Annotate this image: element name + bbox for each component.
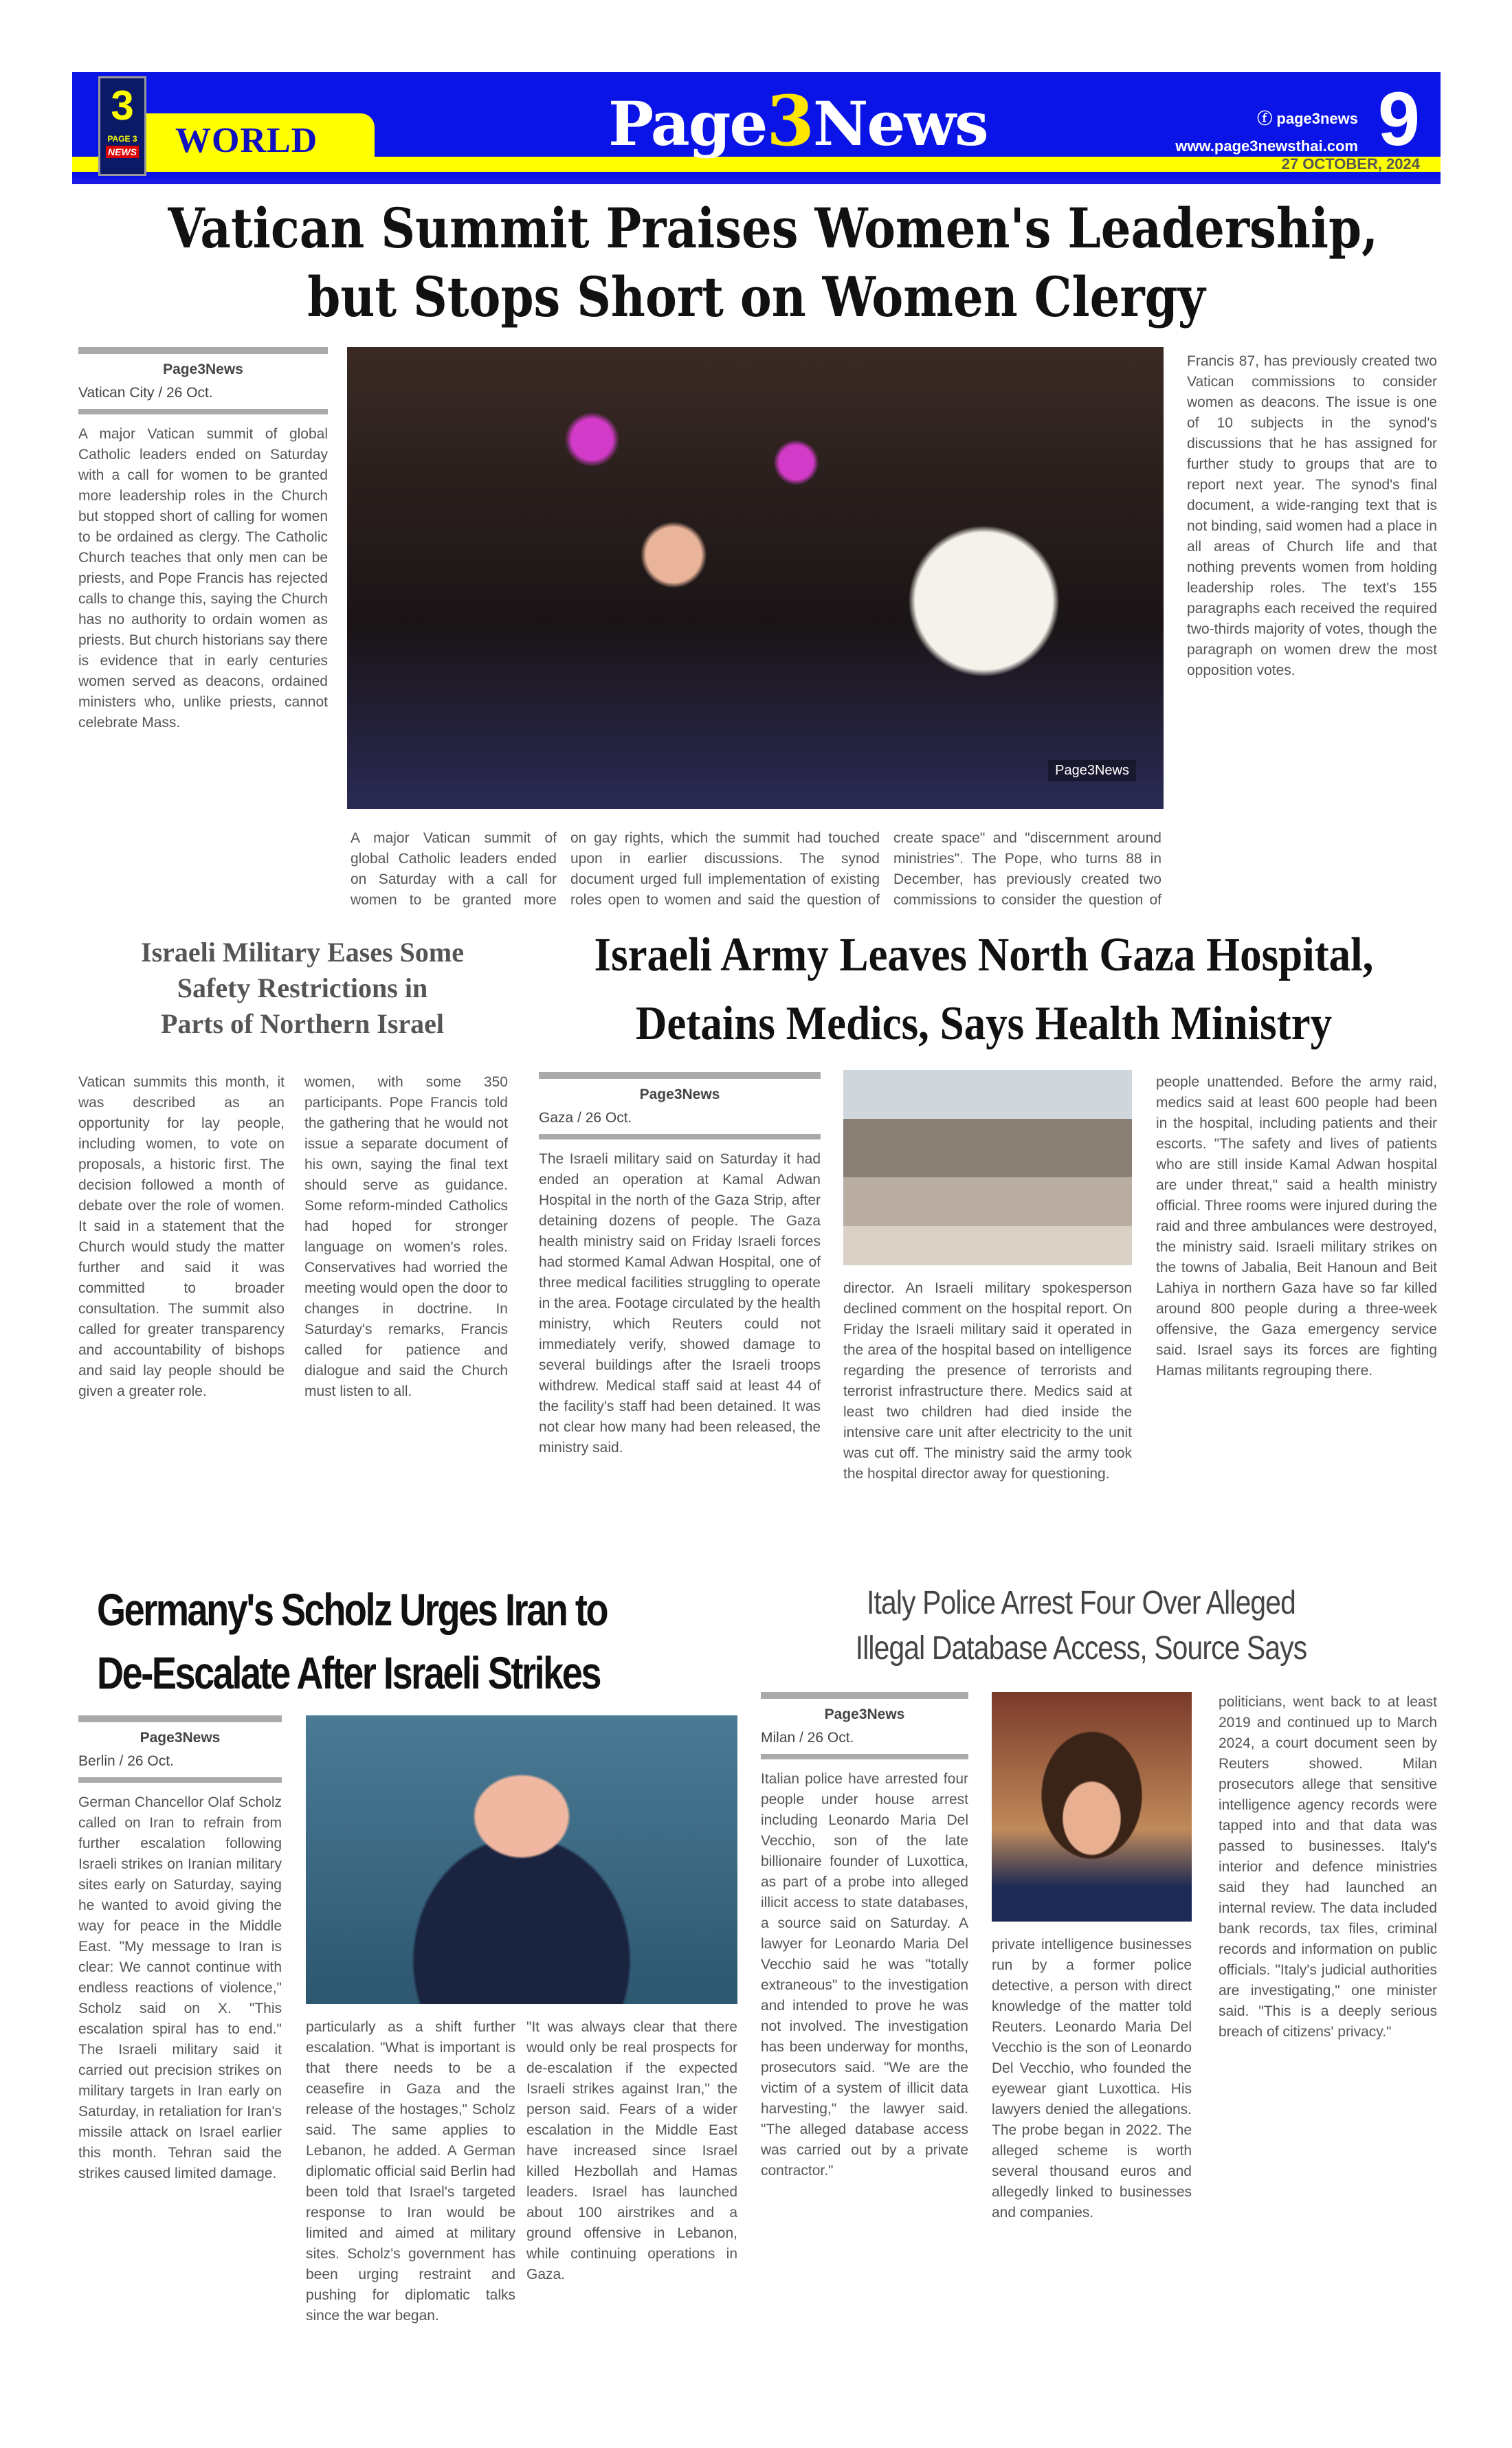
byline-dateline: Vatican City / 26 Oct. [78, 385, 213, 401]
article-text: people unattended. Before the army raid, medics said at least 600 people had been in the hospital, including patients and their escorts. "The safety and lives of patients who are still inside Kamal Adwan hospital are under threat," said a health ministry official. Three rooms were injured during the raid and three ambulances were destroyed, the ministry said. Israeli military strikes on the towns of Jabalia, Beit Hanoun and Beit Lahiya in northern Gaza have so far killed around 800 people during a three-week offensive, the Gaza emergency service said. Israel says its forces are fighting Hamas militants regrouping there. [1156, 1074, 1437, 1379]
masthead-num: 3 [766, 80, 813, 162]
article-text: create space" and "discernment around ministries". The Pope, who turns 88 in December, has previously created two commissions to consider the question of [893, 830, 1161, 908]
italy-left-column [761, 1692, 968, 2367]
article-text: Italian police have arrested four people under house arrest including Leonardo Maria Del Vecchio, son of the late billionaire founder of Luxottica, as part of a probe into alleged illicit access to state databases, a source said on Saturday. A lawyer for Leonardo Maria Del Vecchio said he was "totally extraneous" to the investigation and intended to prove he was not involved. The investigation has been underway for months, prosecutors said. "We are the victim of a system of illicit data harvesting," the lawyer said. "The alleged database access was carried out by a private contractor." [761, 1771, 968, 2179]
logo-number: 3 [111, 82, 134, 129]
masthead-b: News [812, 88, 988, 159]
scholz-photo [306, 1715, 737, 2004]
article-text: women, with some 350 participants. Pope Francis told the gathering that he would not issue a separate document of his own, saying the final text should serve as guidance. Some reform-minded Catholics had hoped for stronger language on women's roles. Conservatives had worried the meeting would open the door to changes in doctrine. In Saturday's remarks, Francis called for patience and dialogue and said the Church must listen to all. [304, 1074, 508, 1399]
byline-dateline: Milan / 26 Oct. [761, 1730, 854, 1746]
gaza-rubble-photo [843, 1070, 1132, 1265]
byline-dateline: Berlin / 26 Oct. [78, 1753, 174, 1769]
germany-left-column [78, 1715, 282, 2377]
article-text: A major Vatican summit of global Catholic leaders ended on Saturday with a call for women to be granted more leadership roles in the Church but stopped short of calling for women to be ordained as clergy. The Catholic Church teaches that only men can be priests, and Pope Francis has rejected calls to change this, saying the Church has no authority to ordain women as priests. But church historians say there is evidence that in early centuries women served as deacons, ordained ministers who, unlike priests, cannot celebrate Mass. [78, 426, 328, 731]
contact-info [1175, 105, 1358, 160]
masthead-a: Page [608, 88, 767, 159]
article-text: director. An Israeli military spokesperson declined comment on the hospital report. On Friday the Israeli military said it operated in the area of the hospital based on intelligence regarding the presence of terrorists and terrorist infrastructure there. Medics said at least two children had died inside the intensive care unit after electricity to the unit was cut off. The ministry said the army took the hospital director away for questioning. [843, 1280, 1132, 1482]
gaza-headline [569, 921, 1399, 1058]
gaza-headline-line2: Detains Medics, Says Health Ministry [635, 997, 1333, 1050]
vatican-summit-photo [347, 347, 1164, 809]
article-text: politicians, went back to at least 2019 and continued up to March 2024, a court document seen by Reuters showed. Milan prosecutors allege that sensitive intelligence agency records were tapped into and that data was passed to businesses. Italy's interior and defence ministries said they had launched an internal review. The data included bank records, tax files, criminal records and information on public officials. "Italy's judicial authorities are investigating," one minister said. "This is a deeply serious breach of citizens' privacy." [1219, 1694, 1437, 2040]
article-text: "It was always clear that there would only be real prospects for de-escalation if the expected Israeli strikes against Iran," the person said. Fears of a wider escalation in the Middle East have increased since Israel killed Hezbollah and Hamas leaders. Israel has launched about 100 airstrikes and a ground offensive in Lebanon, while continuing operations in Gaza. [526, 2019, 737, 2282]
facebook-icon: ⓕ [1257, 110, 1277, 127]
social-handle: page3news [1276, 110, 1358, 127]
article-text: on gay rights, which the summit had touched upon in earlier discussions. The synod document urged full implementation of existing roles open to women and said the question of [570, 830, 880, 908]
vatican-headline-line1: Vatican Summit Praises Women's Leadership, [168, 196, 1379, 260]
article-text: German Chancellor Olaf Scholz called on Iran to refrain from further escalation following Israeli strikes on Iranian military sites early on Saturday, saying he wanted to avoid giving the way for peace in the Middle East. "My message to Iran is clear: We cannot continue with endless reactions of violence," Scholz said on X. "This escalation spiral has to end." The Israeli military said it carried out precision strikes on military targets in Iran early on Saturday, in retaliation for Iran's missile attack on Israel earlier this month. Tehran said the strikes caused limited damage. [78, 1794, 282, 2181]
byline-source: Page3News [824, 1706, 905, 1722]
article-text: A major Vatican summit of global Catholic leaders ended on Saturday with a call for women to be granted more [351, 830, 557, 908]
italy-headline [789, 1581, 1373, 1671]
gaza-column-a [539, 1072, 821, 1561]
vatican-byline [78, 347, 328, 414]
article-text: Vatican summits this month, it was described as an opportunity for lay people, including women, to vote on proposals, a historic first. The decision followed a month of debate over the role of women. It said in a statement that the Church would study the matter further and said it was committed to broader consultation. The summit also called for greater transparency and accountability of bishops and said lay people should be given a greater role. [78, 1074, 285, 1399]
issue-date: 27 OCTOBER, 2024 [1281, 155, 1420, 173]
section-label: WORLD [175, 121, 318, 160]
masthead-title [608, 80, 988, 162]
germany-headline [97, 1578, 606, 1704]
article-text: private intelligence businesses run by a former police detective, a person with direct knowledge of the matter told Reuters. Leonardo Maria Del Vecchio is the son of Leonardo Del Vecchio, who founded the eyewear giant Luxottica. His lawyers denied the allegations. The probe began in 2022. The alleged scheme is worth several thousand euros and allegedly linked to businesses and companies. [992, 1937, 1192, 2221]
vatican-left-column [78, 347, 328, 919]
secondary-headline-line3: Parts of Northern Israel [160, 1008, 445, 1039]
article-text: particularly as a shift further escalation. "What is important is that there needs to be a ceasefire in Gaza and the release of the hostages," Scholz said. The same applies to Lebanon, he added. A German diplomatic official said Berlin had been told that Israel's targeted response to Iran would be limited and aimed at military sites. Scholz's government has been urging restraint and pushing for diplomatic talks since the war began. [306, 2019, 515, 2324]
byline-source: Page3News [163, 361, 243, 377]
article-text: Francis 87, has previously created two Vatican commissions to consider women as deacons. The issue is one of 10 subjects in the synod's discussions that he has assigned for further study to groups that are to report next year. The synod's final document, a wide-ranging text that is not binding, said women had a place in all areas of Church life and that nothing prevents women from holding leadership roles. The text's 155 paragraphs each received the required two-thirds majority of votes, though the paragraph on women drew the most opposition votes. [1187, 353, 1437, 678]
byline-source: Page3News [639, 1087, 720, 1102]
masthead-banner [72, 72, 1441, 184]
vatican-headline [72, 194, 1441, 331]
page3-logo-icon [98, 76, 146, 176]
logo-page: PAGE 3 [107, 134, 137, 144]
germany-byline [78, 1715, 282, 1783]
italy-headline-line1: Italy Police Arrest Four Over Alleged [867, 1585, 1296, 1621]
italy-headline-line2: Illegal Database Access, Source Says [855, 1630, 1307, 1667]
byline-source: Page3News [140, 1730, 221, 1746]
section-tab [141, 113, 375, 165]
logo-news: NEWS [106, 146, 139, 158]
page-number: 9 [1377, 77, 1420, 162]
secondary-headline-line2: Safety Restrictions in [177, 972, 428, 1003]
germany-headline-line2: De-Escalate After Israeli Strikes [97, 1647, 601, 1698]
byline-dateline: Gaza / 26 Oct. [539, 1110, 632, 1126]
gaza-byline [539, 1072, 821, 1139]
secondary-headline-line1: Israeli Military Eases Some [141, 937, 464, 968]
germany-headline-line1: Germany's Scholz Urges Iran to [97, 1584, 608, 1635]
photo-caption: Page3News [1048, 760, 1136, 781]
gaza-headline-line1: Israeli Army Leaves North Gaza Hospital, [594, 928, 1374, 981]
secondary-headline [96, 935, 509, 1042]
article-text: The Israeli military said on Saturday it had ended an operation at Kamal Adwan Hospital in the north of the Gaza Strip, after detaining dozens of people. The Gaza health ministry said on Friday Israeli forces had stormed Kamal Adwan Hospital, one of three medical facilities struggling to operate in the area. Footage circulated by the health ministry, which Reuters could not immediately verify, showed damage to several buildings after the Israeli troops withdrew. Medical staff said at least 44 of the facility's staff had been detained. It was not clear how many had been released, the ministry said. [539, 1151, 821, 1456]
italy-byline [761, 1692, 968, 1759]
vatican-headline-line2: but Stops Short on Women Clergy [307, 265, 1205, 329]
del-vecchio-photo [992, 1692, 1192, 1922]
website-link[interactable]: www.page3newsthai.com [1175, 137, 1358, 155]
